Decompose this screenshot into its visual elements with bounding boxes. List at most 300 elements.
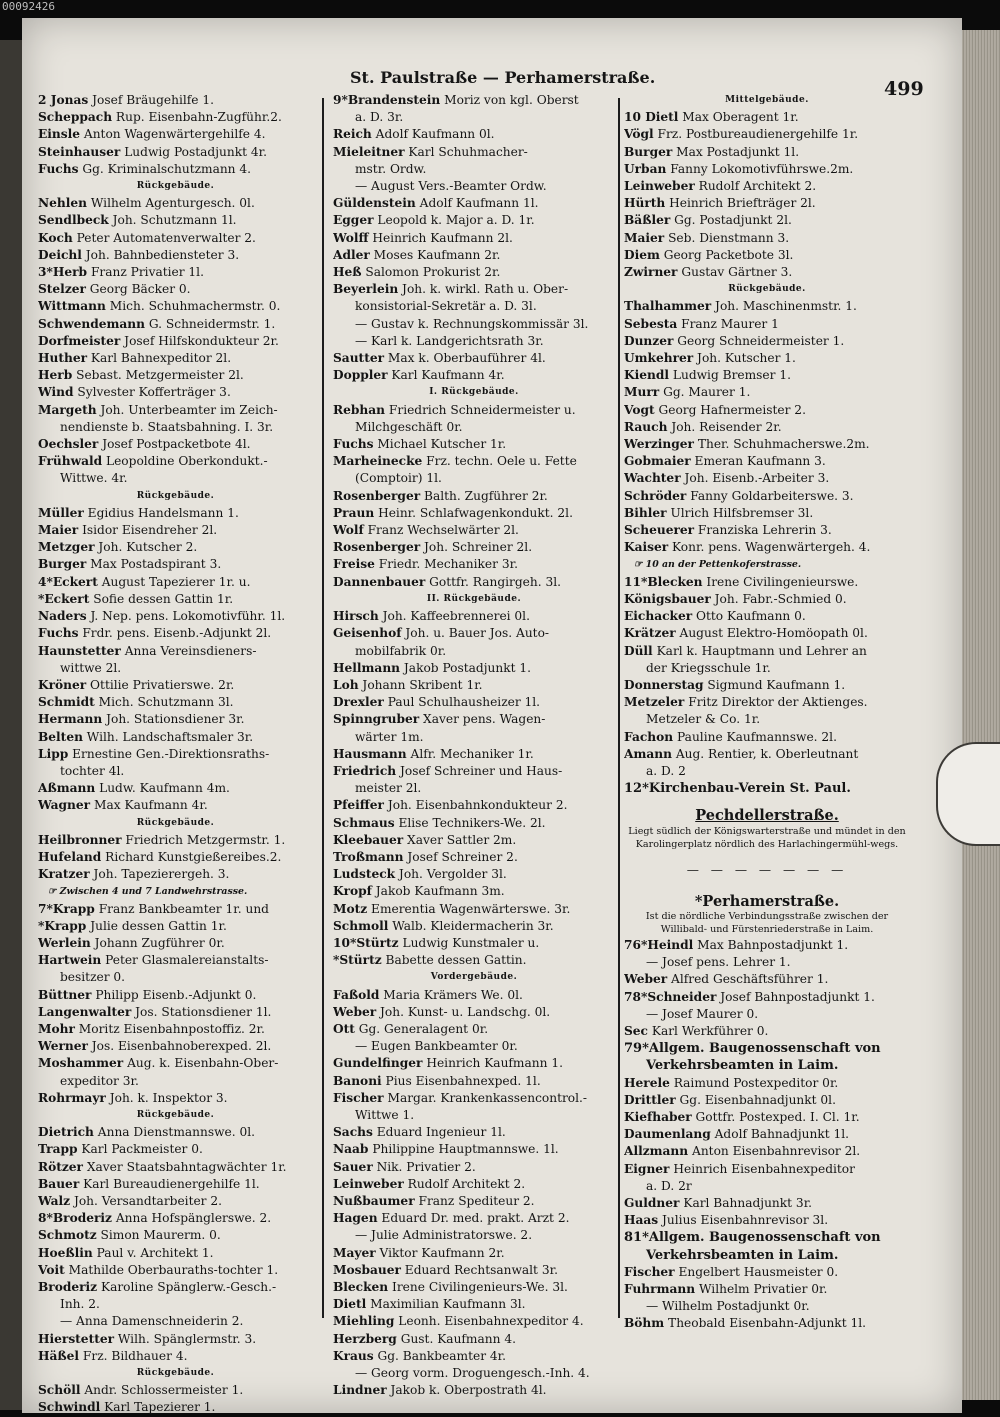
resident-details: Karl Werkführer 0. [647,1023,769,1038]
house-number: * [38,591,45,606]
resident-surname: Rauch [624,419,668,434]
resident-details: August Tapezierer 1r. u. [97,574,251,589]
resident-details: Engelbert Hausmeister 0. [674,1264,839,1279]
resident-surname: Urban [624,161,667,176]
resident-details: Margar. Krankenkassencontrol.- [383,1090,588,1105]
resident-details: Josef Bahnpostadjunkt 1. [716,989,875,1004]
resident-details: Heinrich Kaufmann 2l. [368,230,513,245]
resident-surname: Rohrmayr [38,1090,106,1105]
directory-entry [333,574,615,591]
resident-details: Mich. Schutzmann 3l. [94,695,234,710]
entry-continuation: nendienste b. Staatsbahning. I. 3r. [60,419,274,434]
resident-details: Ludwig Kunstmaler u. [398,935,540,950]
directory-entry [624,1161,910,1178]
resident-surname: Langenwalter [38,1004,132,1019]
resident-surname: Broderiz [52,1211,112,1226]
resident-details: Georg Bäcker 0. [85,282,191,297]
directory-entry [333,92,615,109]
resident-surname: Hartwein [38,953,102,968]
directory-entry [333,402,615,419]
resident-details: Joh. Kutscher 1. [693,351,796,366]
resident-surname: Fachon [624,729,674,744]
directory-entry [624,971,910,988]
directory-entry [624,298,910,315]
resident-surname: Voit [38,1262,65,1277]
building-section-label: Vordergebäude. [430,972,518,983]
resident-details: Joh. Kaffeebrennerei 0l. [378,609,530,624]
resident-details: Joh. Vergolder 3l. [395,867,507,882]
entry-continuation: — Wilhelm Postadjunkt 0r. [646,1299,810,1314]
resident-surname: Steinhauser [38,144,121,159]
resident-surname: Dannenbauer [333,574,426,589]
entry-continuation: — Eugen Bankbeamter 0r. [355,1039,518,1054]
resident-surname: Wagner [38,798,91,813]
resident-surname: Lindner [333,1383,387,1398]
resident-surname: Ott [333,1021,355,1036]
resident-surname: Reich [333,127,372,142]
resident-surname: Kropf [333,884,372,899]
resident-surname: Oechsler [38,437,99,452]
directory-entry [333,1055,615,1072]
resident-details: Raimund Postexpeditor 0r. [669,1075,839,1090]
entry-continuation: Inh. 2. [60,1297,100,1312]
resident-details: Gg. Bankbeamter 4r. [373,1348,507,1363]
resident-surname: Mohr [38,1021,75,1036]
directory-entry [38,849,313,866]
directory-entry [333,281,615,298]
directory-entry [333,694,615,711]
entry-continuation: expeditor 3r. [60,1073,139,1088]
column-divider [618,98,620,1318]
directory-entry [624,470,910,487]
resident-surname: Burger [624,144,673,159]
directory-entry [333,367,615,384]
house-number: 8* [38,1211,53,1226]
resident-surname: Herele [624,1075,670,1090]
resident-surname: Allzmann [624,1144,689,1159]
resident-details: Karl Kaufmann 4r. [387,368,505,383]
directory-entry [333,247,615,264]
resident-details: Maximilian Kaufmann 3l. [366,1297,526,1312]
entry-continuation: Wittwe 1. [355,1107,415,1122]
resident-details: Karl Tapezierer 1. [100,1400,216,1415]
house-number: 10* [333,935,357,950]
street-heading: *Perhamerstraße. [694,892,840,910]
resident-details: Fanny Goldarbeiterswe. 3. [686,488,854,503]
resident-surname: Schwindl [38,1400,101,1415]
directory-entry [624,1264,910,1281]
resident-surname: Dietrich [38,1125,94,1140]
resident-details: Sylvester Kofferträger 3. [73,385,231,400]
resident-details: Anna Vereinsdieners- [120,643,257,658]
directory-entry [333,1382,615,1399]
directory-entry [38,161,313,178]
resident-details: Viktor Kaufmann 2r. [375,1245,505,1260]
resident-surname: Sec [624,1023,648,1038]
resident-surname: Kaiser [624,540,669,555]
resident-surname: Diem [624,247,660,262]
resident-surname: Praun [333,505,375,520]
directory-entry [333,126,615,143]
directory-entry [38,1124,313,1141]
directory-entry [38,1193,313,1210]
resident-details: Mathilde Oberbauraths-tochter 1. [64,1262,279,1277]
resident-surname: Dorfmeister [38,333,121,348]
resident-surname: Burger [38,557,87,572]
resident-details: Joh. Maschinenmstr. 1. [711,299,857,314]
resident-details: Franz Privatier 1l. [87,265,204,280]
resident-details: Joh. Reisender 2r. [667,419,782,434]
house-number: 76* [624,937,648,952]
resident-details: Leopoldine Oberkondukt.- [102,454,268,469]
resident-surname: Banoni [333,1073,382,1088]
entry-continuation: mstr. Ordw. [355,161,427,176]
resident-details: August Elektro-Homöopath 0l. [675,626,868,641]
directory-entry [333,1090,615,1107]
resident-details: Gustav Gärtner 3. [677,265,793,280]
resident-surname: Freise [333,557,375,572]
resident-surname: Heilbronner [38,832,122,847]
directory-entry [38,281,313,298]
house-owner-heading: 79*Allgem. Baugenossenschaft von [624,1041,881,1057]
entry-continuation: wärter 1m. [355,729,424,744]
resident-details: Ludwig Postadjunkt 4r. [120,144,267,159]
resident-surname: Herzberg [333,1331,397,1346]
resident-surname: Rötzer [38,1159,83,1174]
directory-entry [624,384,910,401]
resident-details: Gottfr. Rangirgeh. 3l. [425,574,561,589]
resident-surname: Murr [624,385,660,400]
resident-surname: Walz [38,1194,71,1208]
directory-entry [624,419,910,436]
directory-entry [333,488,615,505]
resident-surname: Eigner [624,1161,670,1176]
resident-details: G. Schneidermstr. 1. [144,316,276,331]
resident-surname: Dietl [645,110,679,125]
resident-surname: Aßmann [38,781,96,796]
resident-surname: Kratzer [38,867,90,882]
resident-surname: Häßel [38,1348,80,1363]
resident-details: Eduard Rechtsanwalt 3r. [400,1262,558,1277]
resident-surname: Sautter [333,351,384,366]
directory-entry [624,126,910,143]
directory-entry [38,574,313,591]
directory-entry [38,109,313,126]
resident-surname: Nehlen [38,196,87,211]
resident-details: Joh. Kutscher 2. [94,540,198,555]
resident-details: Irene Civilingenieurs-We. 3l. [388,1280,568,1295]
resident-details: Rup. Eisenbahn-Zugführ.2. [112,110,282,125]
resident-surname: Dietl [333,1297,367,1312]
directory-entry [624,677,910,694]
resident-surname: Krätzer [624,626,676,641]
resident-surname: Blecken [333,1280,389,1295]
resident-surname: Königsbauer [624,591,711,606]
resident-details: Max Postadjunkt 1l. [672,144,800,159]
resident-surname: Loh [333,677,359,692]
resident-details: Josef Postpacketbote 4l. [98,437,251,452]
directory-entry [624,591,910,608]
resident-surname: Geisenhof [333,626,402,641]
resident-surname: Gobmaier [624,454,691,469]
resident-details: Joh. Eisenbahnkondukteur 2. [383,798,568,813]
resident-surname: Vogt [624,402,655,417]
resident-details: Isidor Eisendreher 2l. [78,523,218,538]
resident-surname: Miehling [333,1314,395,1329]
directory-entry [38,539,313,556]
resident-surname: Kiefhaber [624,1109,692,1124]
directory-entry [38,866,313,883]
resident-details: Ernestine Gen.-Direktionsraths- [68,746,270,761]
resident-surname: Heß [333,265,362,280]
directory-entry [38,952,313,969]
directory-entry [38,729,313,746]
directory-entry [38,608,313,625]
directory-entry [333,1193,615,1210]
resident-surname: Eichacker [624,609,693,624]
directory-entry [624,144,910,161]
directory-entry [624,402,910,419]
resident-details: Heinrich Kaufmann 1. [422,1056,563,1071]
resident-surname: Werlein [38,935,91,950]
directory-entry [38,625,313,642]
resident-details: Michael Kutscher 1r. [373,437,507,452]
resident-details: Johann Zugführer 0r. [90,935,225,950]
directory-entry [333,539,615,556]
resident-details: Karl Packmeister 0. [77,1142,203,1157]
building-section-label: II. Rückgebäude. [426,593,522,604]
directory-entry [333,1159,615,1176]
resident-details: Elise Technikers-We. 2l. [394,815,546,830]
resident-surname: Hermann [38,712,103,727]
resident-details: Joh. Versandtarbeiter 2. [70,1194,223,1208]
directory-entry [38,1382,313,1399]
resident-surname: Beyerlein [333,282,399,297]
resident-surname: Fuchs [38,626,79,641]
directory-entry [624,333,910,350]
resident-details: Gg. Eisenbahnadjunkt 0l. [675,1092,836,1107]
directory-entry [624,316,910,333]
directory-entry [333,1331,615,1348]
resident-surname: Leinweber [333,1176,404,1191]
resident-details: Max k. Oberbauführer 4l. [384,351,546,366]
resident-details: Emeran Kaufmann 3. [690,454,826,469]
resident-surname: Haas [624,1213,659,1228]
resident-surname: Fischer [624,1264,675,1279]
directory-entry [333,660,615,677]
entry-continuation: — Gustav k. Rechnungskommissär 3l. [355,316,589,331]
directory-entry [333,350,615,367]
building-section-label: I. Rückgebäude. [429,387,519,398]
directory-entry [333,1296,615,1313]
resident-surname: Metzeler [624,695,685,710]
resident-details: Eduard Ingenieur 1l. [372,1125,506,1140]
directory-entry [38,230,313,247]
resident-details: Joh. Bahnbediensteter 3. [81,247,240,262]
resident-details: Konr. pens. Wagenwärtergeh. 4. [668,540,871,555]
directory-entry [624,1109,910,1126]
resident-details: Egidius Handelsmann 1. [83,505,239,520]
entry-continuation: — Anna Damenschneiderin 2. [60,1314,244,1329]
resident-details: Wilh. Spänglermstr. 3. [114,1331,257,1346]
resident-surname: Schmoll [333,918,389,933]
directory-entry [333,815,615,832]
directory-entry [624,1212,910,1229]
house-number: * [333,953,340,968]
directory-entry [333,505,615,522]
directory-entry [38,316,313,333]
resident-surname: Fuchs [333,437,374,452]
resident-details: Adolf Kaufmann 1l. [415,196,539,211]
resident-surname: Guldner [624,1195,680,1210]
resident-details: Friedrich Metzgermstr. 1. [121,832,286,847]
resident-details: Peter Automatenverwalter 2. [72,230,256,245]
directory-entry [333,1124,615,1141]
directory-entry [333,625,615,642]
resident-details: Richard Kunstgießereibes.2. [101,849,282,864]
directory-entry [333,849,615,866]
directory-entry [38,505,313,522]
resident-details: Gust. Kaufmann 4. [396,1331,516,1346]
resident-surname: Wolff [333,230,369,245]
directory-entry [38,1038,313,1055]
resident-details: Ulrich Hilfsbremser 3l. [666,505,814,520]
resident-surname: Bäßler [624,213,671,228]
resident-details: Heinrich Briefträger 2l. [665,196,816,211]
resident-surname: Weber [333,1004,377,1019]
directory-entry [624,247,910,264]
house-number: 10 [624,110,646,125]
resident-details: Emerentia Wagenwärterswe. 3r. [367,901,571,916]
resident-details: Babette dessen Gattin. [381,953,527,968]
entry-continuation: Milchgeschäft 0r. [355,419,463,434]
resident-details: Karl Bureaudienergehilfe 1l. [79,1176,260,1191]
resident-details: Joh. Eisenb.-Arbeiter 3. [680,471,830,486]
resident-surname: Schneider [647,989,717,1004]
resident-details: Anna Dienstmannswe. 0l. [93,1125,256,1140]
entry-continuation: — Georg vorm. Droguengesch.-Inh. 4. [355,1366,590,1381]
street-heading: Pechdellerstraße. [695,807,839,825]
resident-surname: Hirsch [333,609,379,624]
resident-surname: Frühwald [38,454,103,469]
page-number: 499 [884,78,924,100]
resident-surname: Kröner [38,677,87,692]
resident-details: Leonh. Eisenbahnexpeditor 4. [394,1314,584,1329]
directory-entry [624,161,910,178]
resident-details: Wilhelm Agenturgesch. 0l. [87,196,255,211]
directory-entry [624,1315,910,1332]
resident-surname: Hausmann [333,746,407,761]
entry-continuation: — Julie Administratorswe. 2. [355,1228,533,1243]
resident-details: Karl Bahnadjunkt 3r. [679,1195,813,1210]
directory-column-2 [333,92,615,1399]
resident-details: Joh. Tapezierergeh. 3. [89,867,230,882]
resident-details: Moses Kaufmann 2r. [369,247,501,262]
resident-details: Georg Hafnermeister 2. [654,402,806,417]
directory-entry [333,1245,615,1262]
resident-details: Franz Bankbeamter 1r. und [94,901,269,916]
directory-entry [333,901,615,918]
resident-details: Georg Packetbote 3l. [659,247,794,262]
resident-details: Ludwig Bremser 1. [669,368,791,383]
resident-surname: Naab [333,1142,369,1157]
directory-entry [38,126,313,143]
resident-surname: Huther [38,351,88,366]
directory-entry [624,212,910,229]
resident-surname: Schmotz [38,1228,97,1243]
directory-entry [624,1143,910,1160]
entry-continuation: meister 2l. [355,781,422,796]
directory-entry [333,453,615,470]
resident-surname: Egger [333,213,374,228]
directory-entry [624,608,910,625]
resident-details: J. Nep. pens. Lokomotivführ. 1l. [86,609,286,624]
column-divider [322,98,324,1318]
house-owner-heading: Verkehrsbeamten in Laim. [646,1058,839,1074]
resident-surname: Schmidt [38,695,95,710]
resident-surname: Schöll [38,1383,81,1398]
directory-entry [333,1141,615,1158]
resident-surname: Hoeßlin [38,1245,93,1260]
resident-details: Johann Skribent 1r. [358,677,483,692]
directory-entry [624,1092,910,1109]
resident-surname: Hierstetter [38,1331,114,1346]
resident-surname: Amann [624,746,672,761]
directory-entry [38,556,313,573]
resident-details: Friedr. Mechaniker 3r. [374,557,518,572]
resident-details: Xaver Staatsbahntagwächter 1r. [82,1159,287,1174]
resident-details: Max Postadspirant 3. [86,557,222,572]
resident-surname: Trapp [38,1142,78,1157]
resident-surname: Naders [38,609,87,624]
resident-surname: Schröder [624,488,687,503]
resident-surname: Stürtz [339,953,382,968]
resident-details: Max Oberagent 1r. [678,110,799,125]
resident-details: Jakob Postadjunkt 1. [400,660,531,675]
directory-entry [624,1281,910,1298]
resident-surname: Gundelfinger [333,1056,423,1071]
directory-entry [38,1055,313,1072]
directory-entry [333,1279,615,1296]
resident-details: Maria Krämers We. 0l. [379,987,523,1002]
house-number: 78* [624,989,648,1004]
resident-surname: Wolf [333,523,364,538]
resident-details: Moritz Eisenbahnpostoffiz. 2r. [74,1021,265,1036]
directory-entry [333,918,615,935]
directory-entry [624,505,910,522]
directory-entry [333,711,615,728]
resident-surname: Thalhammer [624,299,712,314]
resident-details: Anton Eisenbahnrevisor 2l. [688,1144,861,1159]
entry-continuation: a. D. 3r. [355,110,404,125]
resident-surname: Werner [38,1039,88,1054]
resident-details: Franz Maurer 1 [677,316,779,331]
directory-entry [624,522,910,539]
resident-details: Joh. Schreiner 2l. [420,540,533,555]
resident-details: Karl Schuhmacher- [404,144,528,159]
directory-entry [38,453,313,470]
resident-surname: Koch [38,230,73,245]
directory-entry [38,677,313,694]
resident-details: Simon Maurerm. 0. [96,1228,221,1243]
resident-details: Eduard Dr. med. prakt. Arzt 2. [377,1211,570,1226]
resident-details: Julie dessen Gattin 1r. [86,918,227,933]
resident-surname: Marheinecke [333,454,423,469]
resident-surname: Kleebauer [333,832,404,847]
directory-entry [624,350,910,367]
resident-details: Ottilie Privatierswe. 2r. [86,677,235,692]
directory-entry [624,643,910,660]
